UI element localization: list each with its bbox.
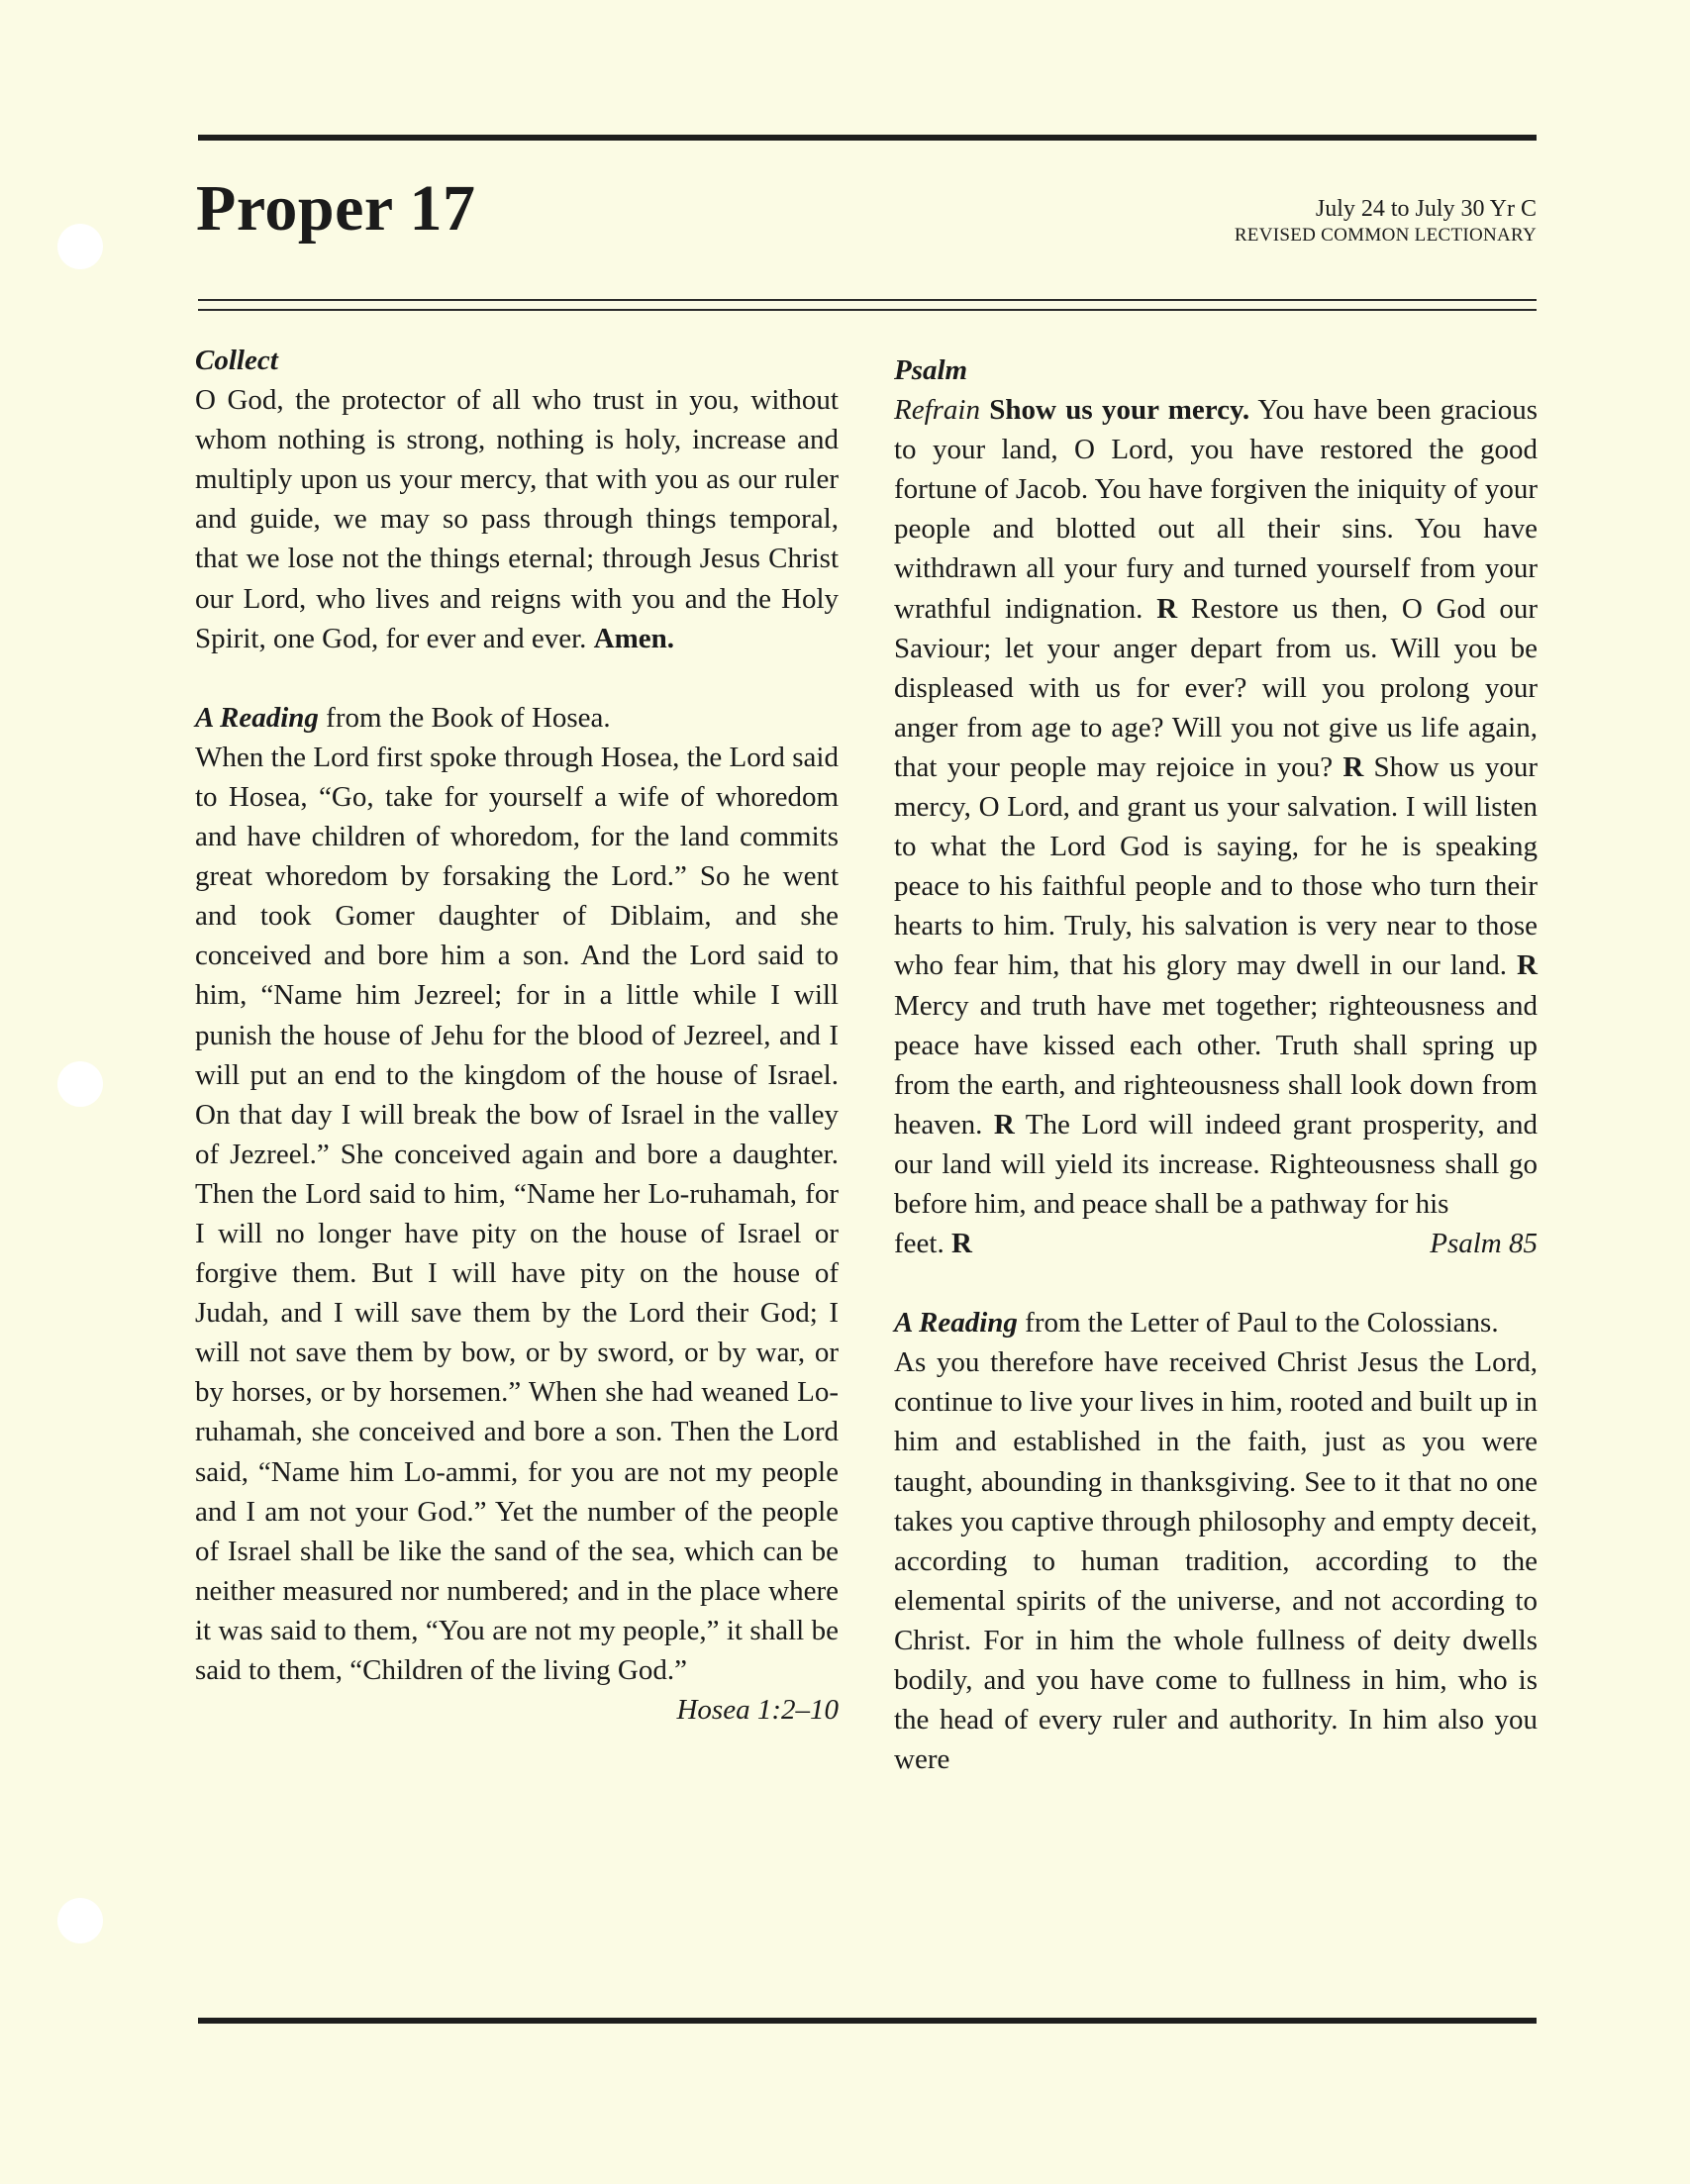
psalm-text [894,390,1538,1224]
refrain-label: Refrain [894,394,980,427]
psalm-part-4: Mercy and truth have met together; righteousness and peace have kissed each other. Truth shall spring up from the earth, and righteousness shall look down from heaven. [894,989,1538,1141]
response-marker: R [950,1228,972,1260]
punch-hole [57,1898,103,1943]
psalm-citation: Psalm 85 [1430,1228,1538,1260]
reading2-label: A Reading [894,1307,1018,1340]
collect-body: O God, the protector of all who trust in you, without whom nothing is strong, nothing is holy, increase and multiply upon us your mercy, that with you as our ruler and guide, we may so pass through things temporal, that we lose not the things eternal; through Jesus Christ our Lord, who lives and reigns with you and the Holy Spirit, one God, for ever and ever. [195,384,839,654]
section-gap [894,1263,1538,1303]
page-title: Proper 17 [196,172,476,245]
collect-heading: Collect [195,345,278,376]
collect-amen: Amen. [593,622,675,654]
psalm-last-words: feet. [894,1228,944,1260]
date-range: July 24 to July 30 Yr C [1315,196,1537,222]
lectionary-label: REVISED COMMON LECTIONARY [1234,225,1537,246]
reading2-source: from the Letter of Paul to the Colossians. [1017,1307,1499,1340]
reading1-label: A Reading [195,701,319,734]
response-marker: R [1156,592,1178,625]
psalm-part-1: You have been gracious to your land, O Lord, you have restored the good fortune of Jacob. You have forgiven the iniquity of your people and blotted out all their sins. You have withdrawn all your fury and turned yourself from your wrathful indignation. [894,394,1538,625]
reading1-heading [195,698,839,738]
response-marker: R [993,1108,1015,1141]
header-info [1235,194,1537,248]
top-rule [198,135,1537,141]
punch-hole [57,224,103,269]
response-marker: R [1342,750,1364,783]
header-rule-upper [198,299,1537,301]
reading1-citation: Hosea 1:2–10 [676,1694,839,1727]
header-rule-lower [198,309,1537,311]
psalm-closing [894,1224,972,1263]
bottom-rule [198,2018,1537,2024]
psalm-part-5: The Lord will indeed grant prosperity, and our land will yield its increase. Righteousness shall go before him, and peace shall be a pathway for his [894,1108,1538,1220]
right-column [894,350,1538,1779]
response-marker: R [1517,949,1538,982]
psalm-part-3: Show us your mercy, O Lord, and grant us your salvation. I will listen to what the Lord God is saying, for he is speaking peace to his faithful people and to those who turn their hearts to him. Truly, his salvation is very near to those who fear him, that his glory may dwell in our land. [894,750,1538,982]
psalm-heading: Psalm [894,354,968,386]
reading1-source: from the Book of Hosea. [318,701,611,734]
reading1-text: When the Lord first spoke through Hosea, the Lord said to Hosea, “Go, take for yourself a wife of whoredom and have children of whoredom, for the land commits great whoredom by forsaking the Lord.” So he went and took Gomer daughter of Diblaim, and she conceived and bore him a son. And the Lord said to him, “Name him Jezreel; for in a little while I will punish the house of Jehu for the blood of Jezreel, and I will put an end to the kingdom of the house of Israel. On that day I will break the bow of Israel in the valley of Jezreel.” She conceived again and bore a daughter. Then the Lord said to him, “Name her Lo-ruhamah, for I will no longer have pity on the house of Israel or forgive them. But I will have pity on the house of Judah, and I will save them by the Lord their God; I will not save them by bow, or by sword, or by war, or by horses, or by horsemen.” When she had weaned Lo-ruhamah, she conceived and bore a son. Then the Lord said, “Name him Lo-ammi, for you are not my people and I am not your God.” Yet the number of the people of Israel shall be like the sand of the sea, which can be neither measured nor numbered; and in the place where it was said to them, “You are not my people,” it shall be said to them, “Children of the living God.” [195,741,839,1686]
collect-text [195,380,839,658]
left-column [195,341,839,1730]
punch-hole [57,1061,103,1107]
section-gap [195,658,839,698]
reading2-text: As you therefore have received Christ Jesus the Lord, continue to live your lives in him, rooted and built up in him and established in the faith, just as you were taught, abounding in thanksgiving. See to it that no one takes you captive through philosophy and empty deceit, according to human tradition, according to the elemental spirits of the universe, and not according to Christ. For in him the whole fullness of deity dwells bodily, and you have come to fullness in him, who is the head of every ruler and authority. In him also you were [894,1346,1538,1776]
refrain-text: Show us your mercy. [989,394,1250,427]
reading2-heading [894,1303,1538,1342]
psalm-closing-line [894,1224,1538,1263]
psalm-part-2: Restore us then, O God our Saviour; let your anger depart from us. Will you be displeased with us for ever? will you prolong your anger from age to age? Will you not give us life again, that your people may rejoice in you? [894,592,1539,783]
